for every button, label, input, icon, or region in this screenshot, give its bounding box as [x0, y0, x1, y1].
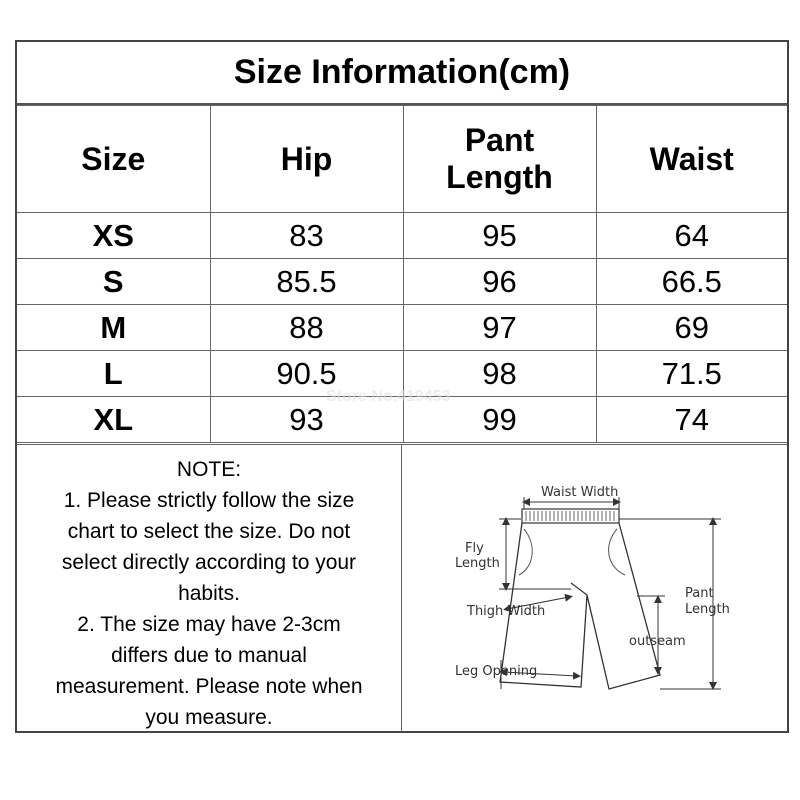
pants-measurement-diagram: [403, 445, 787, 732]
size-cell: XL: [17, 397, 210, 443]
hip-cell: 93: [210, 397, 403, 443]
note-and-diagram-row: [17, 444, 787, 732]
pant-length-cell: 97: [403, 305, 596, 351]
table-row: [17, 213, 787, 259]
thigh-width-label: Thigh Width: [467, 604, 546, 619]
waist-cell: 66.5: [596, 259, 787, 305]
hip-cell: 90.5: [210, 351, 403, 397]
hip-cell: 85.5: [210, 259, 403, 305]
watermark: Store No.419453: [326, 388, 451, 405]
pant-length-cell: 96: [403, 259, 596, 305]
size-cell: M: [17, 305, 210, 351]
note-line: 1. Please strictly follow the size: [63, 489, 355, 512]
outseam-label: outseam: [629, 634, 686, 649]
pant-length-cell: 95: [403, 213, 596, 259]
pant-length-label: Length: [685, 602, 730, 617]
size-cell: S: [17, 259, 210, 305]
waist-width-label: Waist Width: [541, 485, 619, 500]
note-line: 2. The size may have 2-3cm: [77, 613, 341, 636]
note-line: chart to select the size. Do not: [67, 520, 351, 543]
waist-cell: 71.5: [596, 351, 787, 397]
waist-cell: 69: [596, 305, 787, 351]
size-chart: [15, 40, 789, 733]
column-header-pant-length: Pant Length: [403, 106, 596, 213]
note-line: measurement. Please note when: [55, 675, 363, 698]
note-line: habits.: [178, 582, 240, 605]
note-line: select directly according to your: [61, 551, 357, 574]
note-heading: NOTE:: [176, 458, 242, 481]
chart-title: Size Information(cm): [17, 42, 787, 105]
table-row: [17, 305, 787, 351]
note-line: you measure.: [145, 706, 273, 729]
size-cell: L: [17, 351, 210, 397]
table-header-row: [17, 106, 787, 213]
hip-cell: 83: [210, 213, 403, 259]
size-cell: XS: [17, 213, 210, 259]
fly-length-label: Length: [455, 556, 500, 571]
note-line: differs due to manual: [111, 644, 307, 667]
column-header-hip: Hip: [210, 106, 403, 213]
leg-opening-label: Leg Opening: [455, 664, 538, 679]
hip-cell: 88: [210, 305, 403, 351]
fly-length-label: Fly: [465, 541, 484, 556]
waist-cell: 64: [596, 213, 787, 259]
pant-length-cell: 98: [403, 351, 596, 397]
pant-length-label: Pant: [685, 586, 714, 601]
waist-cell: 74: [596, 397, 787, 443]
column-header-size: Size: [17, 106, 210, 213]
note-text: [17, 445, 402, 732]
table-row: [17, 259, 787, 305]
column-header-waist: Waist: [596, 106, 787, 213]
pant-length-cell: 99: [403, 397, 596, 443]
